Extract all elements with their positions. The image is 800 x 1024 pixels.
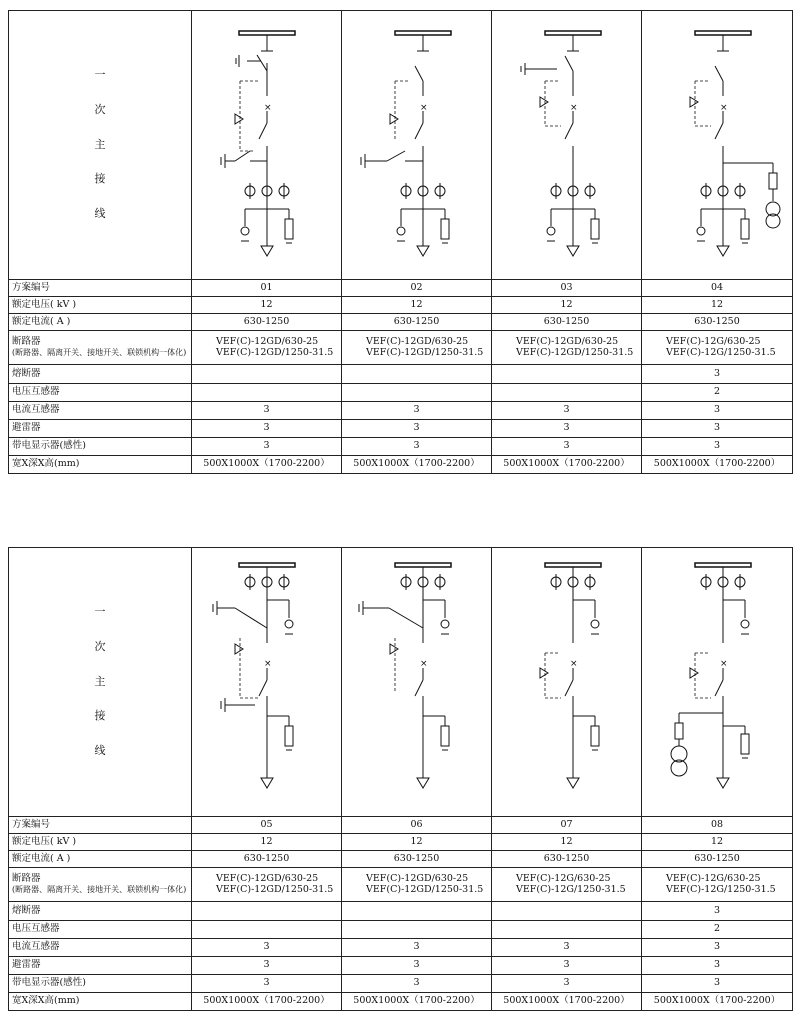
arrester-count: 3	[192, 420, 342, 438]
cable-terminal-icon	[261, 778, 273, 788]
scheme-id: 04	[642, 280, 793, 297]
diagram-row	[9, 11, 793, 280]
dims-value: 500X1000X（1700-2200）	[342, 456, 492, 474]
fuse-count	[192, 902, 342, 921]
vt-count	[492, 384, 642, 402]
label-current: 额定电流( A )	[9, 851, 192, 868]
breaker-model-line: VEF(C)-12GD/1250-31.5	[366, 346, 484, 358]
breaker-model-line: VEF(C)-12GD/1250-31.5	[516, 346, 634, 358]
arrester-count: 3	[492, 420, 642, 438]
cable-terminal-icon	[567, 246, 579, 256]
indicator-lamp-icon	[285, 620, 293, 628]
label-ct: 电流互感器	[9, 402, 192, 420]
ct-count: 3	[642, 939, 793, 957]
row-indicator	[9, 438, 793, 456]
interlock-triangle-icon	[540, 97, 548, 107]
wiring-diagram-07	[492, 548, 642, 817]
indicator-count: 3	[342, 975, 492, 993]
side-label-char: 线	[94, 743, 106, 757]
indicator-count: 3	[492, 975, 642, 993]
scheme-id: 03	[492, 280, 642, 297]
scheme-id: 01	[192, 280, 342, 297]
row-indicator	[9, 975, 793, 993]
row-breaker	[9, 868, 793, 902]
breaker-model-line: VEF(C)-12GD/1250-31.5	[216, 346, 334, 358]
breaker-model	[492, 868, 642, 902]
label-breaker	[9, 331, 192, 365]
indicator-count: 3	[342, 438, 492, 456]
dims-value: 500X1000X（1700-2200）	[492, 456, 642, 474]
busbar-icon	[239, 563, 295, 567]
current-value: 630-1250	[192, 851, 342, 868]
breaker-x-icon: ×	[420, 103, 428, 113]
fuse-count	[342, 902, 492, 921]
row-scheme	[9, 817, 793, 834]
busbar-icon	[545, 563, 601, 567]
arrester-count: 3	[342, 420, 492, 438]
wiring-diagram-02	[342, 11, 492, 280]
indicator-lamp-icon	[741, 620, 749, 628]
busbar-icon	[395, 563, 451, 567]
label-dims: 宽X深X高(mm)	[9, 993, 192, 1011]
scheme-id: 08	[642, 817, 793, 834]
fuse-count	[492, 365, 642, 384]
label-dims: 宽X深X高(mm)	[9, 456, 192, 474]
disconnector-icon	[415, 66, 423, 81]
scheme-id: 05	[192, 817, 342, 834]
breaker-model-line: VEF(C)-12G/1250-31.5	[666, 346, 776, 358]
side-label-char: 一	[94, 68, 106, 82]
single-line-diagram-06	[345, 548, 492, 816]
breaker-model	[342, 868, 492, 902]
breaker-icon	[415, 123, 423, 139]
voltage-value: 12	[192, 297, 342, 314]
breaker-model	[642, 331, 793, 365]
primary-wiring-label	[9, 11, 192, 280]
breaker-model-line: VEF(C)-12GD/630-25	[216, 335, 319, 347]
label-voltage: 额定电压( kV )	[9, 297, 192, 314]
row-scheme	[9, 280, 793, 297]
indicator-lamp-icon	[591, 620, 599, 628]
arrester-count: 3	[192, 957, 342, 975]
row-voltage	[9, 297, 793, 314]
row-current	[9, 314, 793, 331]
breaker-model-line: VEF(C)-12GD/630-25	[366, 335, 469, 347]
breaker-model-line: VEF(C)-12G/630-25	[516, 872, 611, 884]
fuse-count: 3	[642, 902, 793, 921]
vt-count: 2	[642, 384, 793, 402]
cable-terminal-icon	[717, 778, 729, 788]
fuse-count	[492, 902, 642, 921]
fuse-icon	[675, 723, 683, 739]
earthing-switch-icon	[235, 608, 267, 628]
row-arrester	[9, 420, 793, 438]
scheme-id: 06	[342, 817, 492, 834]
row-dims	[9, 456, 793, 474]
dims-value: 500X1000X（1700-2200）	[642, 456, 793, 474]
label-vt: 电压互感器	[9, 921, 192, 939]
vt-count	[192, 384, 342, 402]
disconnector-icon	[257, 55, 267, 71]
row-voltage	[9, 834, 793, 851]
arrester-icon	[741, 219, 749, 239]
breaker-icon	[565, 123, 573, 139]
label-voltage: 额定电压( kV )	[9, 834, 192, 851]
vt-count	[192, 921, 342, 939]
label-current: 额定电流( A )	[9, 314, 192, 331]
breaker-x-icon: ×	[570, 103, 578, 113]
current-value: 630-1250	[642, 314, 793, 331]
breaker-model	[492, 331, 642, 365]
side-label-char: 线	[94, 206, 106, 220]
label-vt: 电压互感器	[9, 384, 192, 402]
dims-value: 500X1000X（1700-2200）	[192, 993, 342, 1011]
interlock-triangle-icon	[235, 114, 243, 124]
breaker-x-icon: ×	[264, 103, 272, 113]
label-scheme: 方案编号	[9, 280, 192, 297]
bottom-scheme-table-panel	[8, 547, 792, 1015]
breaker-icon	[715, 680, 723, 696]
breaker-label-main: 断路器	[12, 336, 41, 348]
breaker-x-icon: ×	[264, 659, 272, 669]
arrester-icon	[441, 726, 449, 746]
vt-count	[342, 921, 492, 939]
single-line-diagram-08	[645, 548, 793, 816]
ct-count: 3	[492, 402, 642, 420]
busbar-icon	[695, 31, 751, 35]
single-line-diagram-02	[345, 11, 492, 279]
current-value: 630-1250	[342, 314, 492, 331]
dims-value: 500X1000X（1700-2200）	[642, 993, 793, 1011]
cable-terminal-icon	[417, 246, 429, 256]
breaker-x-icon: ×	[720, 659, 728, 669]
dims-value: 500X1000X（1700-2200）	[192, 456, 342, 474]
breaker-x-icon: ×	[720, 103, 728, 113]
row-ct	[9, 402, 793, 420]
single-line-diagram-07	[495, 548, 642, 816]
interlock-triangle-icon	[235, 644, 243, 654]
interlock-triangle-icon	[690, 97, 698, 107]
disconnector-icon	[715, 66, 723, 81]
indicator-count: 3	[492, 438, 642, 456]
arrester-count: 3	[642, 420, 793, 438]
current-value: 630-1250	[342, 851, 492, 868]
single-line-diagram-01	[195, 11, 342, 279]
ct-count: 3	[342, 939, 492, 957]
breaker-icon	[715, 123, 723, 139]
cable-terminal-icon	[261, 246, 273, 256]
current-value: 630-1250	[492, 851, 642, 868]
vt-count	[342, 384, 492, 402]
primary-wiring-label	[9, 548, 192, 817]
breaker-icon	[259, 680, 267, 696]
ct-count: 3	[192, 939, 342, 957]
arrester-count: 3	[642, 957, 793, 975]
current-value: 630-1250	[642, 851, 793, 868]
busbar-icon	[395, 31, 451, 35]
cable-terminal-icon	[417, 778, 429, 788]
busbar-icon	[695, 563, 751, 567]
breaker-label-sub: (断路器、隔离开关、接地开关、联锁机构一体化)	[12, 885, 187, 895]
dims-value: 500X1000X（1700-2200）	[342, 993, 492, 1011]
voltage-value: 12	[642, 834, 793, 851]
indicator-lamp-icon	[547, 227, 555, 235]
arrester-icon	[741, 734, 749, 754]
scheme-table-01-04	[8, 10, 793, 474]
vt-count	[492, 921, 642, 939]
indicator-lamp-icon	[241, 227, 249, 235]
fuse-icon	[769, 173, 777, 189]
indicator-lamp-icon	[397, 227, 405, 235]
indicator-count: 3	[192, 975, 342, 993]
breaker-model	[642, 868, 793, 902]
side-label-char: 主	[94, 674, 106, 688]
vt-count: 2	[642, 921, 793, 939]
indicator-lamp-icon	[697, 227, 705, 235]
breaker-model-line: VEF(C)-12GD/1250-31.5	[366, 883, 484, 895]
breaker-label-main: 断路器	[12, 873, 41, 885]
side-label-char: 接	[94, 172, 106, 186]
row-ct	[9, 939, 793, 957]
label-indicator: 带电显示器(感性)	[9, 975, 192, 993]
label-fuse: 熔断器	[9, 902, 192, 921]
interlock-triangle-icon	[390, 644, 398, 654]
breaker-model-line: VEF(C)-12GD/1250-31.5	[216, 883, 334, 895]
side-label-char: 接	[94, 709, 106, 723]
disconnector-icon	[565, 56, 573, 71]
arrester-icon	[441, 219, 449, 239]
row-fuse	[9, 365, 793, 384]
label-breaker	[9, 868, 192, 902]
voltage-value: 12	[642, 297, 793, 314]
side-label-char: 主	[94, 137, 106, 151]
ct-count: 3	[642, 402, 793, 420]
earthing-switch-icon	[387, 151, 405, 161]
arrester-icon	[285, 726, 293, 746]
ct-count: 3	[192, 402, 342, 420]
side-label-char: 一	[94, 605, 106, 619]
breaker-model	[342, 331, 492, 365]
label-ct: 电流互感器	[9, 939, 192, 957]
current-value: 630-1250	[192, 314, 342, 331]
breaker-x-icon: ×	[570, 659, 578, 669]
breaker-model	[192, 331, 342, 365]
breaker-model-line: VEF(C)-12G/1250-31.5	[516, 883, 626, 895]
row-fuse	[9, 902, 793, 921]
voltage-value: 12	[342, 297, 492, 314]
label-scheme: 方案编号	[9, 817, 192, 834]
breaker-model-line: VEF(C)-12G/630-25	[666, 872, 761, 884]
single-line-diagram-05	[195, 548, 342, 816]
earthing-switch-icon	[389, 608, 423, 628]
voltage-value: 12	[192, 834, 342, 851]
breaker-model-line: VEF(C)-12GD/630-25	[366, 872, 469, 884]
ct-count: 3	[342, 402, 492, 420]
voltage-value: 12	[492, 834, 642, 851]
ct-count: 3	[492, 939, 642, 957]
fuse-count	[342, 365, 492, 384]
row-vt	[9, 384, 793, 402]
voltage-value: 12	[492, 297, 642, 314]
wiring-diagram-05	[192, 548, 342, 817]
interlock-triangle-icon	[690, 668, 698, 678]
wiring-diagram-04	[642, 11, 793, 280]
label-fuse: 熔断器	[9, 365, 192, 384]
breaker-icon	[259, 123, 267, 139]
interlock-triangle-icon	[390, 114, 398, 124]
arrester-count: 3	[492, 957, 642, 975]
breaker-label-sub: (断路器、隔离开关、接地开关、联锁机构一体化)	[12, 348, 187, 358]
single-line-diagram-03	[495, 11, 642, 279]
cable-terminal-icon	[717, 246, 729, 256]
wiring-diagram-08	[642, 548, 793, 817]
arrester-icon	[591, 219, 599, 239]
fuse-count: 3	[642, 365, 793, 384]
row-dims	[9, 993, 793, 1011]
label-arrester: 避雷器	[9, 957, 192, 975]
scheme-table-05-08	[8, 547, 793, 1011]
arrester-count: 3	[342, 957, 492, 975]
breaker-icon	[565, 680, 573, 696]
busbar-icon	[545, 31, 601, 35]
dims-value: 500X1000X（1700-2200）	[492, 993, 642, 1011]
row-current	[9, 851, 793, 868]
label-arrester: 避雷器	[9, 420, 192, 438]
indicator-count: 3	[642, 438, 793, 456]
row-vt	[9, 921, 793, 939]
row-breaker	[9, 331, 793, 365]
arrester-icon	[591, 726, 599, 746]
breaker-model-line: VEF(C)-12G/1250-31.5	[666, 883, 776, 895]
busbar-icon	[239, 31, 295, 35]
wiring-diagram-01	[192, 11, 342, 280]
scheme-id: 07	[492, 817, 642, 834]
side-label-char: 次	[94, 640, 106, 654]
breaker-model	[192, 868, 342, 902]
breaker-icon	[415, 680, 423, 696]
earthing-switch-icon	[235, 151, 250, 161]
breaker-x-icon: ×	[420, 659, 428, 669]
current-value: 630-1250	[492, 314, 642, 331]
indicator-count: 3	[642, 975, 793, 993]
scheme-id: 02	[342, 280, 492, 297]
cable-terminal-icon	[567, 778, 579, 788]
voltage-value: 12	[342, 834, 492, 851]
wiring-diagram-06	[342, 548, 492, 817]
indicator-count: 3	[192, 438, 342, 456]
indicator-lamp-icon	[441, 620, 449, 628]
top-scheme-table-panel	[8, 10, 792, 492]
breaker-model-line: VEF(C)-12GD/630-25	[216, 872, 319, 884]
diagram-row	[9, 548, 793, 817]
side-label-char: 次	[94, 103, 106, 117]
arrester-icon	[285, 219, 293, 239]
breaker-model-line: VEF(C)-12GD/630-25	[516, 335, 619, 347]
fuse-count	[192, 365, 342, 384]
single-line-diagram-04	[645, 11, 793, 279]
interlock-triangle-icon	[540, 668, 548, 678]
breaker-model-line: VEF(C)-12G/630-25	[666, 335, 761, 347]
wiring-diagram-03	[492, 11, 642, 280]
label-indicator: 带电显示器(感性)	[9, 438, 192, 456]
row-arrester	[9, 957, 793, 975]
